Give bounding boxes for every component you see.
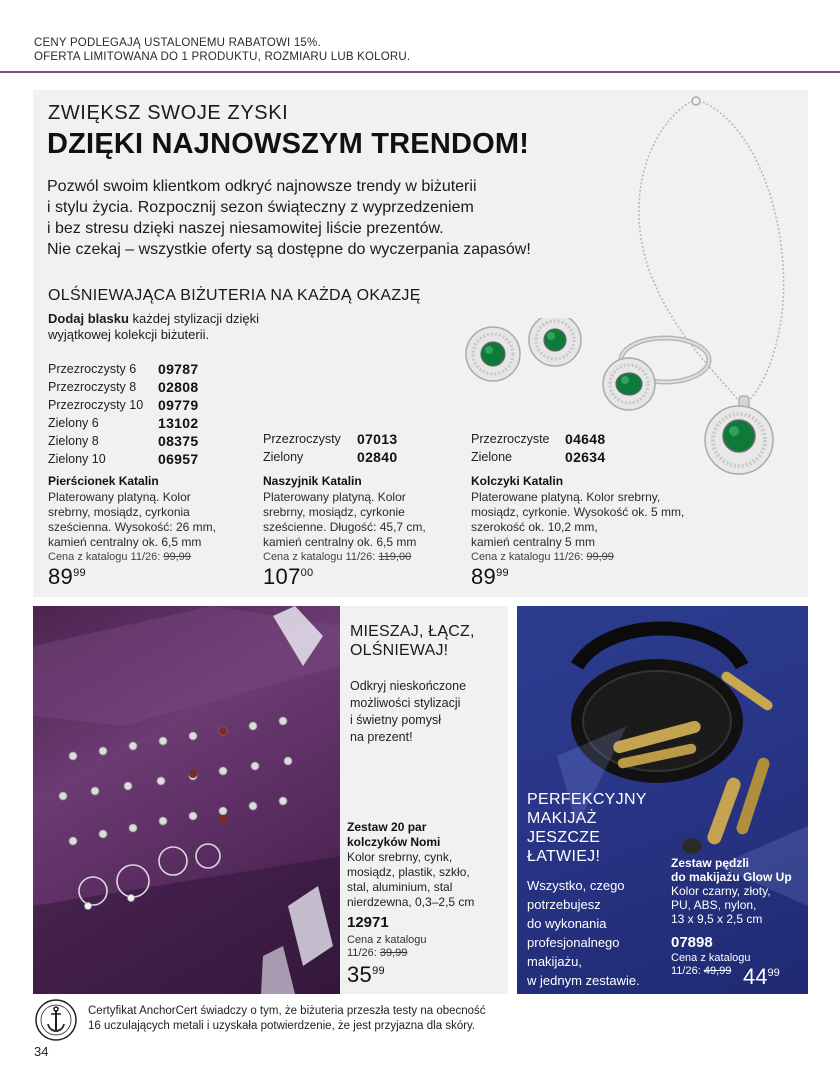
product-desc-line: sześcienne. Długość: 45,7 cm, [263,520,426,534]
certificate-line: Certyfikat AnchorCert świadczy o tym, że biżuteria przeszła testy na obecność [88,1005,486,1017]
product-code: 07898 [671,934,713,951]
product-name-line: Zestaw 20 par [347,820,427,834]
title-line: ŁATWIEJ! [527,848,601,865]
product-name-line: kolczyków Nomi [347,835,441,849]
catalog-price: 119,00 [378,551,412,563]
body-line: potrzebujesz [527,897,601,912]
ring-variant-list [48,360,198,468]
section-title: OLŚNIEWAJĄCA BIŻUTERIA NA KAŻDĄ OKAZJĘ [48,287,421,304]
variant-row [48,450,198,468]
catalog-price-label-1: Cena z katalogu [671,952,751,964]
certificate-note [88,1004,486,1034]
body-line: w jednym zestawie. [527,973,640,988]
necklace-variant-list [263,430,397,466]
product-desc-line: kamień centralny ok. 6,5 mm [48,535,202,549]
catalog-price-line [671,952,751,978]
makeup-title [527,790,647,866]
variant-code: 08375 [158,433,199,449]
product-desc-line: szerokość ok. 10,2 mm, [471,520,598,534]
price-main: 44 [743,964,768,989]
variant-row [48,378,198,396]
hero-body-line: Pozwól swoim klientkom odkryć najnowsze trendy w biżuterii [47,178,477,195]
variant-code: 09779 [158,397,199,413]
hero-kicker: ZWIĘKSZ SWOJE ZYSKI [48,102,289,124]
variant-label: Zielone [471,450,512,464]
product-name-line: do makijażu Glow Up [671,870,792,884]
price-main: 89 [471,564,497,589]
catalog-price-line [48,550,216,565]
product-desc-line: srebrny, mosiądz, cyrkonie [263,505,405,519]
product-desc-line: mosiądz, cyrkonie. Wysokość ok. 5 mm, [471,505,685,519]
product-desc-line: PU, ABS, nylon, [671,898,757,912]
catalog-price-label-2: 11/26: [671,965,704,977]
offer-note-line-1: CENY PODLEGAJĄ USTALONEMU RABATOWI 15%. [34,37,321,49]
variant-row [48,414,198,432]
catalog-price-label: Cena z katalogu 11/26: [48,551,164,563]
variant-row [263,430,397,448]
earring-set-price [347,962,385,988]
ring-image [593,330,713,420]
variant-row [48,360,198,378]
title-line: JESZCZE [527,829,601,846]
earrings-product-info [471,474,684,565]
product-desc-line: Platerowany platyną. Kolor [48,490,191,504]
price-cents: 00 [300,567,314,579]
variant-code: 04648 [565,431,606,447]
variant-code: 09787 [158,361,199,377]
title-line: PERFEKCYJNY [527,791,647,808]
product-desc-line: Kolor srebrny, cynk, [347,850,453,864]
offer-note-line-2: OFERTA LIMITOWANA DO 1 PRODUKTU, ROZMIARU LUB KOLORU. [34,51,411,63]
variant-row [48,432,198,450]
hero-title: DZIĘKI NAJNOWSZYM TRENDOM! [47,128,530,160]
body-line: makijażu, [527,954,582,969]
product-name: Naszyjnik Katalin [263,474,362,488]
product-desc-line: Platerowane platyną. Kolor srebrny, [471,490,661,504]
product-name-line: Zestaw pędzli [671,856,750,870]
catalog-price: 99,99 [586,551,614,563]
anchor-cert-icon [34,998,78,1042]
catalog-price: 39,99 [379,947,408,959]
variant-code: 02840 [357,449,398,465]
page-number: 34 [34,1044,49,1059]
body-line: na prezent! [350,730,413,744]
price-cents: 99 [767,967,780,979]
necklace-product-info [263,474,426,565]
variant-label: Przezroczyste [471,432,550,446]
earring-set-image [33,606,340,994]
catalog-price-label-1: Cena z katalogu [347,934,427,946]
makeup-product-info [671,856,792,926]
section-subtitle-bold: Dodaj blasku [48,311,129,326]
title-line: OLŚNIEWAJ! [350,642,449,659]
product-desc-line: kamień centralny ok. 6,5 mm [263,535,417,549]
variant-code: 02808 [158,379,199,395]
earrings-price [471,564,509,590]
variant-row [48,396,198,414]
product-desc-line: sześcienna. Wysokość: 26 mm, [48,520,216,534]
product-desc-line: Platerowany platyną. Kolor [263,490,406,504]
earring-set-panel [340,606,508,994]
variant-label: Zielony [263,450,304,464]
variant-label: Przezroczysty [263,432,341,446]
section-subtitle-rest: każdej stylizacji dzięki [128,311,259,326]
catalog-price: 99,99 [163,551,191,563]
product-desc-line: kamień centralny 5 mm [471,535,596,549]
earring-set-body [350,678,466,746]
offer-note [34,36,410,64]
earring-set-product-info [347,820,474,910]
catalog-price-label-2: 11/26: [347,947,380,959]
catalog-price-line [471,550,684,565]
product-name: Kolczyki Katalin [471,474,564,488]
product-desc-line: 13 x 9,5 x 2,5 cm [671,912,763,926]
product-code: 12971 [347,914,389,931]
variant-label: Przezroczysty 10 [48,398,144,412]
variant-row [471,448,605,466]
body-line: do wykonania [527,916,607,931]
title-line: MIESZAJ, ŁĄCZ, [350,623,475,640]
certificate-line: 16 uczulających metali i uzyskała potwierdzenie, że jest przyjazna dla skóry. [88,1020,476,1032]
variant-code: 13102 [158,415,199,431]
product-name: Pierścionek Katalin [48,474,159,488]
jewelry-hero-panel [33,90,808,597]
variant-label: Przezroczysty 8 [48,380,137,394]
variant-label: Zielony 10 [48,452,106,466]
variant-code: 06957 [158,451,199,467]
makeup-body [527,876,640,990]
title-line: MAKIJAŻ [527,810,597,827]
product-desc-line: stal, aluminium, stal [347,880,453,894]
necklace-price [263,564,313,590]
variant-row [471,430,605,448]
price-cents: 99 [496,567,509,579]
variant-row [263,448,397,466]
earrings-image [463,318,583,382]
price-main: 107 [263,564,301,589]
makeup-price [743,964,780,990]
body-line: Wszystko, czego [527,878,625,893]
makeup-brush-panel [517,606,808,994]
catalog-price: 49,99 [703,965,732,977]
body-line: i świetny pomysł [350,713,441,727]
price-cents: 99 [372,965,385,977]
section-subtitle-line-2: wyjątkowej kolekcji biżuterii. [48,327,210,342]
body-line: możliwości stylizacji [350,696,461,710]
hero-body-line: i bez stresu dzięki naszej niesamowitej liście prezentów. [47,220,444,237]
variant-label: Przezroczysty 6 [48,362,137,376]
product-desc-line: mosiądz, plastik, szkło, [347,865,470,879]
body-line: profesjonalnego [527,935,620,950]
ring-price [48,564,86,590]
variant-label: Zielony 8 [48,434,99,448]
variant-label: Zielony 6 [48,416,99,430]
ring-product-info [48,474,216,565]
earring-set-title [350,622,475,660]
catalog-price-label: Cena z katalogu 11/26: [263,551,379,563]
price-cents: 99 [73,567,86,579]
price-main: 35 [347,962,373,987]
section-subtitle [48,311,259,343]
price-main: 89 [48,564,74,589]
catalog-price-line [263,550,426,565]
variant-code: 07013 [357,431,398,447]
catalog-price-line [347,934,427,960]
product-desc-line: Kolor czarny, złoty, [671,884,771,898]
earrings-variant-list [471,430,605,466]
variant-code: 02634 [565,449,606,465]
product-desc-line: srebrny, mosiądz, cyrkonia [48,505,190,519]
product-desc-line: nierdzewna, 0,3–2,5 cm [347,895,475,909]
earring-set-illustration [33,606,340,994]
header-divider [0,71,840,73]
hero-body-line: Nie czekaj – wszystkie oferty są dostępne do wyczerpania zapasów! [47,241,531,258]
body-line: Odkryj nieskończone [350,679,467,693]
catalog-price-label: Cena z katalogu 11/26: [471,551,587,563]
hero-body-line: i stylu życia. Rozpocznij sezon świąteczny z wyprzedzeniem [47,199,474,216]
